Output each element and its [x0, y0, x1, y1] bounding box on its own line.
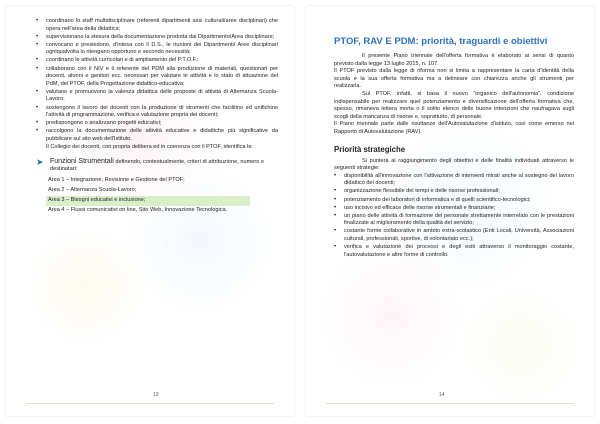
- list-item: • verifica e valutazione dei processi e degli esiti attraverso il monitoraggio costante, l'autovalutazione e altre forme di controllo.: [334, 244, 574, 258]
- area-item-highlighted: Area 3 – Bisogni educativi e inclusione;: [46, 196, 250, 206]
- list-item: • costante forme collaborative in ambito extra-scolastico (Enti Locali, Università, Associazioni culturali, professionali, sportive, di volontariato ecc.);: [334, 228, 574, 242]
- bullet-icon: •: [334, 188, 337, 195]
- area-item: Area 1 – Integrazione, Revisione e Gestione del PTOF;: [48, 176, 185, 183]
- bullet-icon: •: [36, 57, 39, 64]
- funzioni-title: Funzioni Strumentali: [50, 157, 114, 165]
- left-bullet-list: [36, 18, 278, 144]
- strategies-intro: Si punterà al raggiungimento degli obiettivi e delle finalità individuati attraverso le seguenti strategie:: [334, 157, 574, 172]
- list-item: • uso incisivo ed efficace delle risorse strumentali e finanziarie;: [334, 204, 496, 211]
- list-item: • disponibilità all'innovazione con l'attivazione di interventi mirati anche al sostegno del lavoro didattico dei docenti;: [334, 172, 574, 187]
- right-page-content: [334, 36, 574, 260]
- bullet-icon: •: [334, 212, 337, 219]
- paragraph: Il PTOF previsto dalla legge di riforma non si limita a rappresentare la carta d'identità della scuola e la sua offerta formativa ma a delineare con chiarezza anche gli strumenti per realizzarla.: [334, 68, 574, 90]
- bullet-icon: •: [36, 41, 39, 48]
- funzioni-text: definendo, contestualmente, criteri di attribuzione, numero e destinatari:: [50, 158, 265, 173]
- list-item: • convocano e presiedono, d'intesa con il D.S., le riunioni dei Dipartimenti/ Aree disciplinari ogniqualvolta lo ritengano opportuno e secondo necessità;: [36, 41, 278, 56]
- bullet-icon: •: [334, 228, 337, 235]
- areas-list: [46, 176, 278, 216]
- bullet-icon: •: [36, 18, 39, 24]
- bullet-icon: •: [334, 244, 337, 251]
- paragraph: Il Piano triennale parte dalle risultanze dell'Autovalutazione d'istituto, così come emerso nel Rapporto di Autovalutazione (RAV).: [334, 121, 574, 135]
- left-page: [6, 6, 294, 416]
- bullet-icon: •: [334, 196, 337, 203]
- funzioni-strumentali-heading: [36, 158, 278, 174]
- page-footer-line: [326, 403, 574, 404]
- list-item: • supervisionano la stesura della documentazione prodotta dai Dipartimento/Area disciplinare;: [36, 33, 275, 40]
- list-item: • valutano e promuovono la valenza didattica delle proposte di attività di Alternanza Scuola-Lavoro;: [36, 88, 278, 103]
- bullet-icon: •: [36, 128, 39, 135]
- left-page-content: [36, 18, 278, 216]
- paragraph: Il presente Piano triennale dell'offerta formativa è elaborato ai sensi di quanto previsto dalla legge 13 luglio 2015, n. 107.: [334, 53, 574, 67]
- watermark-decoration: [456, 286, 586, 406]
- collegio-paragraph: Il Collegio dei docenti, con propria delibera ed in coerenza con il PTOF, identifica le:: [46, 144, 253, 150]
- list-item: • raccolgono la documentazione delle attività educative e didattiche più significative da pubblicare sul sito web dell'Istituto.: [36, 128, 278, 142]
- arrow-right-icon: ➤: [36, 156, 44, 167]
- page-footer-line: [26, 403, 274, 404]
- watermark-decoration: [316, 246, 466, 386]
- paragraph: Sul PTOF, infatti, si basa il nuovo "organico dell'autonomia", condizione indispensabile per realizzare quel potenziamento e diversificazione dell'offerta formativa che, spesso, rimaneva lettera morta o il solito elenco delle buone intenzioni che naufragava sugli scogli della mancanza di risorse e, soprattutto, di personale.: [334, 90, 574, 120]
- bullet-icon: •: [334, 172, 337, 179]
- section-title: PTOF, RAV E PDM: priorità, traguardi e obiettivi: [334, 36, 548, 47]
- page-number: 14: [439, 392, 445, 398]
- right-page: [306, 6, 594, 416]
- list-item: • coordinano le attività curricolari e di ampliamento del P.T.O.F.;: [36, 57, 199, 64]
- area-item: Area 2 – Alternanza Scuola-Lavoro;: [48, 186, 137, 193]
- bullet-icon: •: [36, 120, 39, 127]
- bullet-icon: •: [36, 33, 39, 40]
- list-item: • predispongono o analizzano progetti educativi;: [36, 120, 162, 127]
- strategies-list: [334, 173, 574, 260]
- list-item: • sostengono il lavoro dei docenti con la produzione di strumenti che facilitino ed unifichino l'attività di programmazione, verifica e valutazione propria dei docenti;: [36, 104, 278, 119]
- bullet-icon: •: [36, 65, 39, 72]
- bullet-icon: •: [36, 88, 39, 95]
- list-item: • potenziamento dei laboratori di informatica e di quelli scientifico-tecnologici;: [334, 196, 531, 203]
- page-number: 13: [153, 392, 159, 398]
- list-item: • coordinano lo staff multidisciplinare (referenti dipartimenti assi culturali/aree disciplinari) che opera nell'area della didattica;: [36, 18, 278, 32]
- watermark-decoration: [26, 226, 146, 346]
- bullet-icon: •: [36, 104, 39, 111]
- bullet-icon: •: [334, 204, 337, 211]
- subsection-title: Priorità strategiche: [334, 144, 406, 154]
- list-item: • un piano delle attività di formazione del personale strettamente interrelato con le prestazioni finalizzate al miglioramento della qualità del servizio;: [334, 212, 574, 227]
- list-item: • collaborano con il NIV e il referente del PDM alla produzione di materiali, questionari per docenti, alunni e genitori ecc. necessari per valutare le attività e lo stato di attuazione del PdM, del PTOF, della Progettazione didattico-educativa;: [36, 65, 278, 87]
- list-item: • organizzazione flessibile dei tempi e delle risorse professionali;: [334, 188, 500, 195]
- area-item: Area 4 – Flussi comunicativi on line, Sito Web, Innovazione Tecnologica.: [48, 207, 228, 214]
